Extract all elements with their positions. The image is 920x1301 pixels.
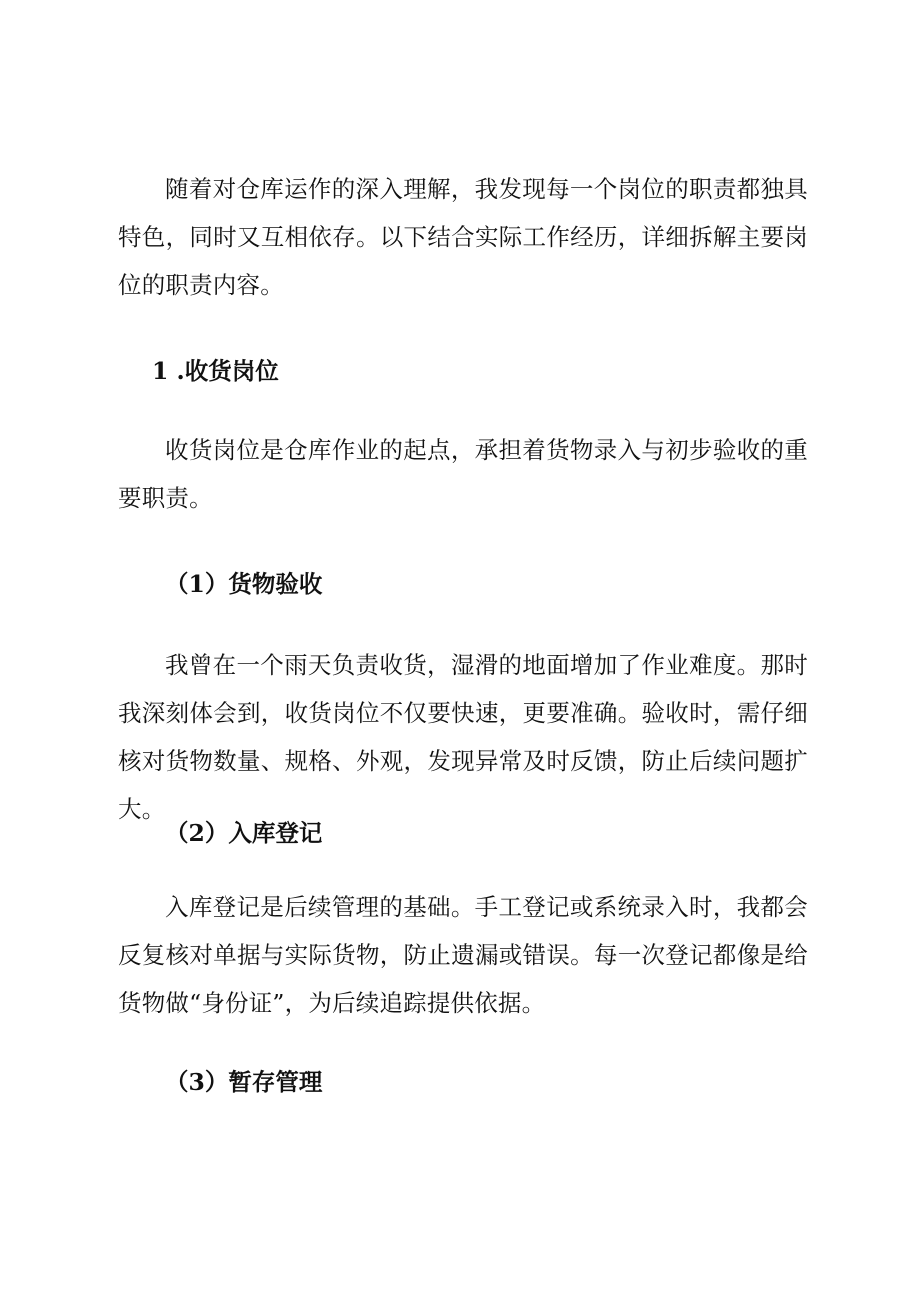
intro-paragraph: 随着对仓库运作的深入理解，我发现每一个岗位的职责都独具特色，同时又互相依存。以下结合实际工作经历，详细拆解主要岗位的职责内容。	[118, 175, 808, 299]
subheading-temporary-storage: （3）暂存管理	[165, 1068, 323, 1096]
inbound-registration-paragraph: 入库登记是后续管理的基础。手工登记或系统录入时，我都会反复核对单据与实际货物，防止遗漏或错误。每一次登记都像是给货物做“身份证”，为后续追踪提供依据。	[118, 893, 808, 1017]
receiving-intro-paragraph: 收货岗位是仓库作业的起点，承担着货物录入与初步验收的重要职责。	[118, 436, 808, 512]
subheading-goods-inspection: （1）货物验收	[165, 570, 323, 598]
goods-inspection-paragraph: 我曾在一个雨天负责收货，湿滑的地面增加了作业难度。那时我深刻体会到，收货岗位不仅要快速，更要准确。验收时，需仔细核对货物数量、规格、外观，发现异常及时反馈，防止后续问题扩大。	[118, 651, 808, 823]
subheading-inbound-registration: （2）入库登记	[165, 819, 323, 847]
section-heading-receiving: 1 .收货岗位	[152, 357, 279, 385]
